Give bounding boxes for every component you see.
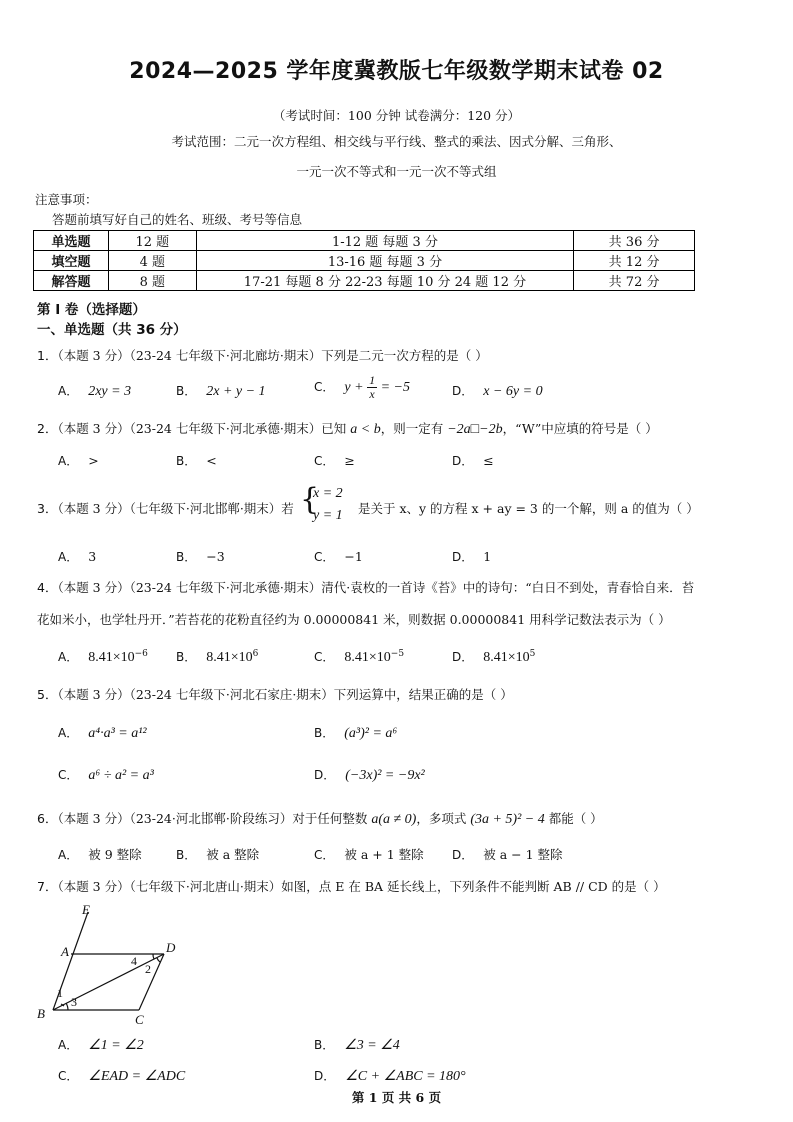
angle-4: 4 — [131, 954, 137, 968]
table-cell-count: 4 题 — [108, 251, 196, 271]
question-3: 3．（本题 3 分）（七年级下·河北邯郸·期末）若 — [37, 501, 294, 516]
table-cell-type: 解答题 — [34, 271, 109, 291]
option-a[interactable]: A． 2xy = 3 — [58, 384, 132, 399]
table-row — [34, 231, 695, 251]
question-4: 4．（本题 3 分）（23-24 七年级下·河北承德·期末）清代·袁枚的一首诗《苔》中的诗句：“白日不到处，青春恰自来．苔 — [37, 580, 695, 595]
angle-3: 3 — [71, 995, 77, 1009]
option-a[interactable]: A． ∠1 = ∠2 — [58, 1038, 144, 1053]
table-cell-count: 12 题 — [108, 231, 196, 251]
table-cell-detail: 17-21 每题 8 分 22-23 每题 10 分 24 题 12 分 — [196, 271, 573, 291]
option-c[interactable]: C． 被 a + 1 整除 — [314, 847, 424, 862]
option-d[interactable]: D． 1 — [452, 549, 492, 564]
label-e: E — [82, 902, 90, 917]
angle-1: 1 — [57, 986, 63, 1000]
line-cd — [139, 954, 164, 1010]
option-b[interactable]: B． ∠3 = ∠4 — [314, 1038, 400, 1053]
label-c: C — [135, 1012, 144, 1025]
notes-title: 注意事项： — [35, 192, 98, 207]
option-c[interactable]: C． ∠EAD = ∠ADC — [58, 1069, 186, 1084]
option-c[interactable]: C． ≥ — [314, 453, 355, 468]
option-a[interactable]: A． 被 9 整除 — [58, 847, 142, 862]
option-a[interactable]: A． $8.41\times 10^{-6}$ — [58, 648, 148, 665]
table-row — [34, 271, 695, 291]
option-a[interactable]: A． 3 — [58, 549, 97, 564]
option-b[interactable]: B． $8.41\times 10^6$ — [176, 648, 259, 665]
score-table — [33, 230, 695, 291]
option-a[interactable]: A． a⁴·a³ = a¹² — [58, 726, 147, 741]
option-d[interactable]: D． ∠C + ∠ABC = 180° — [314, 1069, 466, 1084]
question-4-line2: 花如米小，也学牡丹开．”若苔花的花粉直径约为 0.00000841 米，则数据 0.00000841 用科学记数法表示为（ ） — [37, 612, 671, 627]
part-title: 第 I 卷（选择题） — [37, 302, 146, 318]
option-d[interactable]: D． x − 6y = 0 — [452, 384, 543, 399]
option-c[interactable]: C． y + $\frac{1}{x} = -5$ — [314, 373, 410, 401]
option-b[interactable]: B． (a³)² = a⁶ — [314, 726, 398, 741]
option-d[interactable]: D． 被 a − 1 整除 — [452, 847, 563, 862]
question-5: 5．（本题 3 分）（23-24 七年级下·河北石家庄·期末）下列运算中，结果正确的是（ ） — [37, 687, 513, 702]
option-b[interactable]: B． 2x + y − 1 — [176, 384, 266, 399]
table-cell-type: 填空题 — [34, 251, 109, 271]
question-6: 6．（本题 3 分）（23-24·河北邯郸·阶段练习）对于任何整数 a(a ≠ 0)，多项式 (3a + 5)² − 4 都能（ ） — [37, 811, 603, 827]
option-c[interactable]: C． a⁶ ÷ a² = a³ — [58, 768, 154, 783]
question-3-rest: 是关于 x、y 的方程 x + ay = 3 的一个解，则 a 的值为（ ） — [358, 501, 699, 516]
table-cell-total: 共 36 分 — [574, 231, 695, 251]
label-d: D — [166, 940, 176, 955]
table-cell-total: 共 72 分 — [574, 271, 695, 291]
label-b: B — [37, 1006, 45, 1021]
geometry-figure — [33, 900, 193, 1025]
option-b[interactable]: B． 被 a 整除 — [176, 847, 260, 862]
section-title: 一、单选题（共 36 分） — [37, 322, 187, 338]
question-7: 7．（本题 3 分）（七年级下·河北唐山·期末）如图，点 E 在 BA 延长线上，下列条件不能判断 AB // CD 的是（ ） — [37, 879, 666, 894]
table-row — [34, 251, 695, 271]
option-d[interactable]: D． (−3x)² = −9x² — [314, 768, 425, 783]
table-cell-detail: 13-16 题 每题 3 分 — [196, 251, 573, 271]
question-number: 1． — [37, 348, 58, 363]
table-cell-type: 单选题 — [34, 231, 109, 251]
table-cell-total: 共 12 分 — [574, 251, 695, 271]
question-text: （本题 3 分）（23-24 七年级下·河北廊坊·期末）下列是二元一次方程的是（ ） — [57, 348, 488, 363]
page-footer: 第 1 页 共 6 页 — [351, 1090, 442, 1105]
question-2: 2．（本题 3 分）（23-24 七年级下·河北承德·期末）已知 a < b，则一定有 −2a□−2b，“W”中应填的符号是（ ） — [37, 421, 658, 437]
option-b[interactable]: B． < — [176, 453, 217, 468]
label-a: A — [61, 944, 69, 959]
question-1 — [37, 346, 488, 364]
option-c[interactable]: C． −1 — [314, 549, 363, 564]
page-title: 2024—2025 学年度冀教版七年级数学期末试卷 02 — [129, 59, 664, 84]
exam-scope-line2: 一元一次不等式和一元一次不等式组 — [296, 164, 497, 179]
option-d[interactable]: D． ≤ — [452, 453, 494, 468]
exam-scope-line1: 考试范围：二元一次方程组、相交线与平行线、整式的乘法、因式分解、三角形、 — [171, 134, 622, 149]
option-d[interactable]: D． $8.41\times 10^5$ — [452, 648, 536, 665]
exam-info: （考试时间：100 分钟 试卷满分：120 分） — [272, 108, 521, 123]
option-b[interactable]: B． −3 — [176, 549, 225, 564]
notes-item: 答题前填写好自己的姓名、班级、考号等信息 — [52, 212, 303, 227]
table-cell-count: 8 题 — [108, 271, 196, 291]
angle-2: 2 — [145, 962, 151, 976]
option-a[interactable]: A． > — [58, 453, 99, 468]
table-cell-detail: 1-12 题 每题 3 分 — [196, 231, 573, 251]
option-c[interactable]: C． $8.41\times 10^{-5}$ — [314, 648, 405, 665]
